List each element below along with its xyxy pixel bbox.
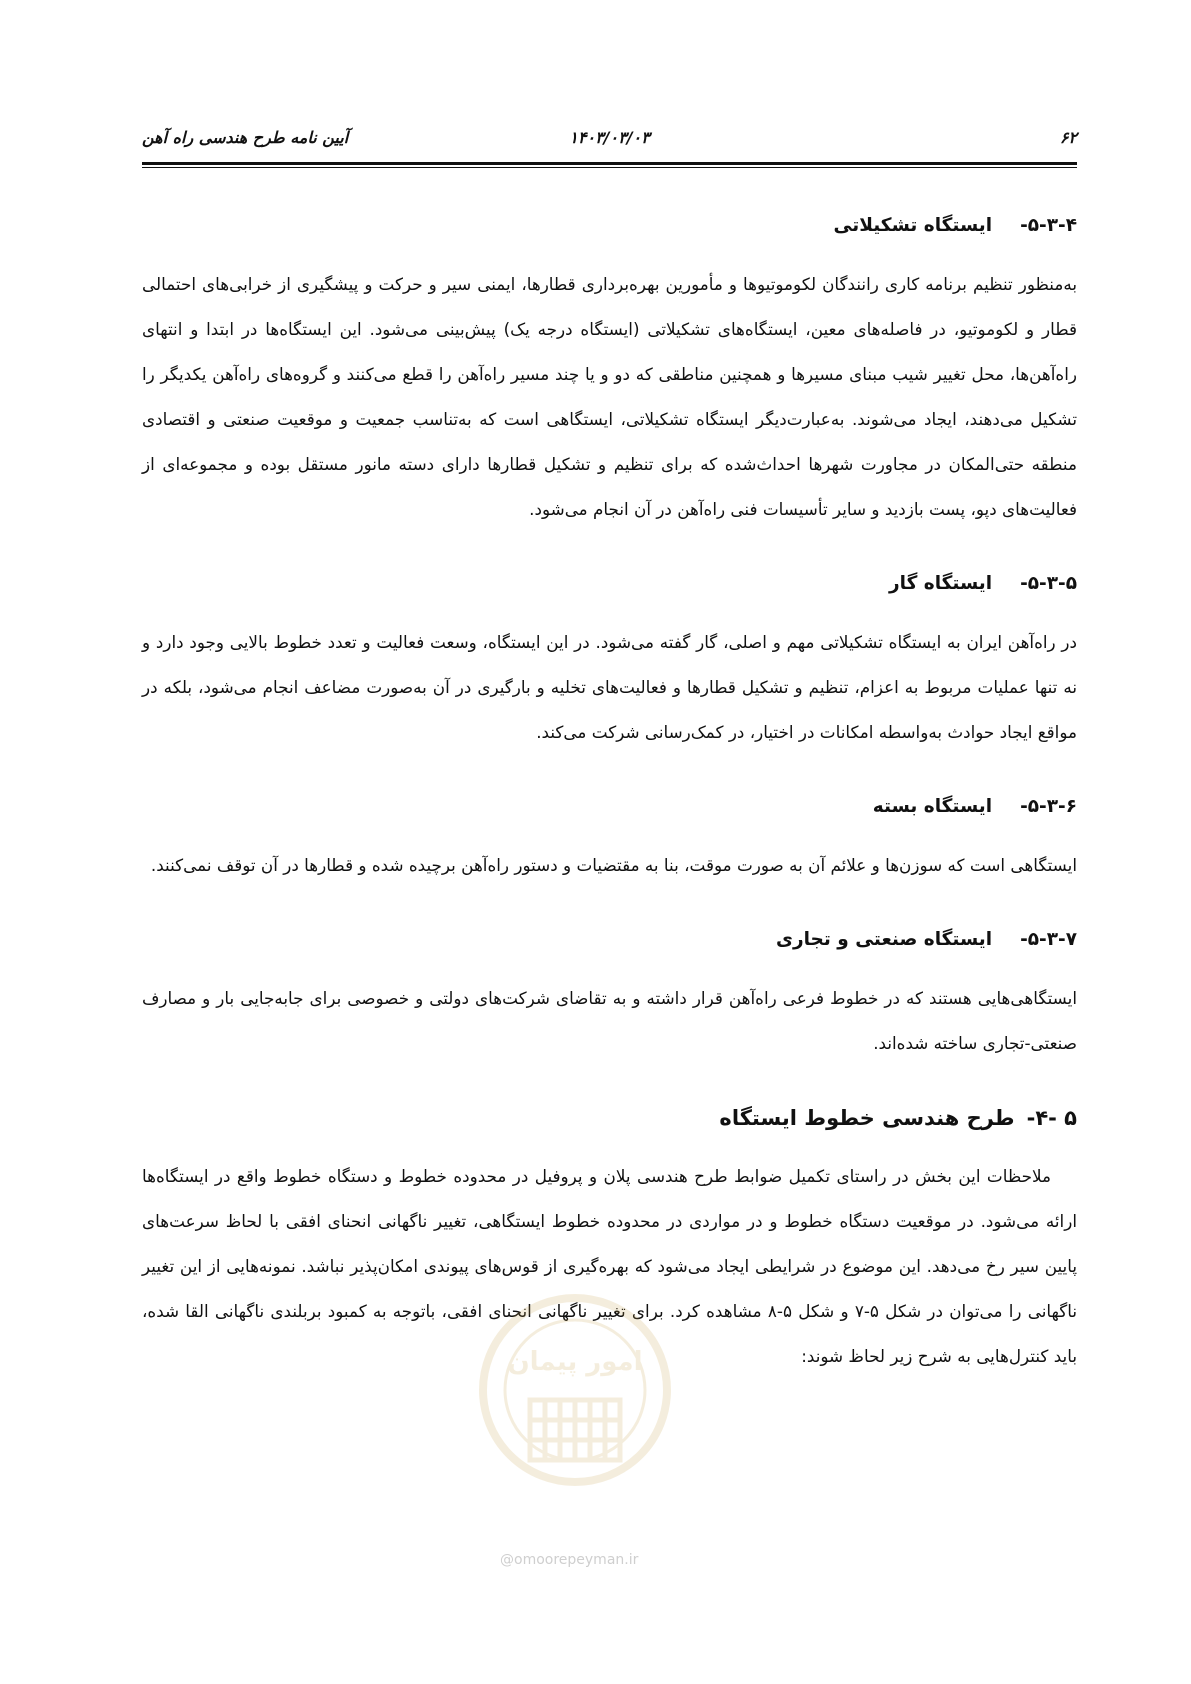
section-paragraph: در راه‌آهن ایران به ایستگاه تشکیلاتی مهم و اصلی، گار گفته می‌شود. در این ایستگاه، وسعت فعالیت و تعدد خطوط بالایی وجود دارد و نه تنها عملیات مربوط به اعزام، تنظیم و تشکیل قطارها و فعالیت‌های تخلیه و بارگیری در آن به‌صورت مضاعف انجام می‌شود، بلکه در مواقع ایجاد حوادث به‌واسطه امکانات در اختیار، در کمک‌رسانی شرکت می‌کند. <box>142 632 1077 742</box>
section-heading-5-3-6 <box>142 791 1077 823</box>
section-heading-5-3-7 <box>142 924 1077 956</box>
section-title: طرح هندسی خطوط ایستگاه <box>719 1106 1015 1130</box>
page-number: ۶۲ <box>1059 128 1077 147</box>
section-paragraph: ایستگاهی است که سوزن‌ها و علائم آن به صورت موقت، بنا به مقتضیات و دستور راه‌آهن برچیده شده و قطارها در آن توقف نمی‌کنند. <box>150 855 1077 875</box>
document-title: آیین نامه طرح هندسی راه آهن <box>142 128 349 147</box>
section-heading-5-4 <box>142 1102 1077 1134</box>
section-title: ایستگاه صنعتی و تجاری <box>775 929 993 950</box>
section-heading-5-3-4 <box>142 210 1077 242</box>
section-paragraph: به‌منظور تنظیم برنامه کاری رانندگان لکوموتیوها و مأمورین بهره‌برداری قطارها، ایمنی سیر و حرکت و پیشگیری از خرابی‌های احتمالی قطار و لکوموتیو، در فاصله‌های معین، ایستگاه‌های تشکیلاتی (ایستگاه درجه یک) پیش‌بینی می‌شود. این ایستگاه‌ها در ابتدا و انتهای راه‌آهن‌ها، محل تغییر شیب مبنای مسیرها و همچنین مناطقی که دو و یا چند مسیر راه‌آهن را قطع می‌کنند و گروه‌های راه‌آهن یکدیگر را تشکیل می‌دهند، ایجاد می‌شوند. به‌عبارت‌دیگر ایستگاه تشکیلاتی، ایستگاهی است که به‌تناسب جمعیت و موقعیت صنعتی و اقتصادی منطقه حتی‌المکان در مجاورت شهرها احداث‌شده که برای تنظیم و تشکیل قطارها دارای دسته مانور مستقل بوده و مجموعه‌ای از فعالیت‌های دپو، پست بازدید و سایر تأسیسات فنی راه‌آهن در آن انجام می‌شود. <box>142 274 1077 519</box>
header-date: ۱۴۰۳/۰۳/۰۳ <box>569 128 650 147</box>
watermark-logo-text: امور پیمان <box>507 1347 643 1377</box>
section-title: ایستگاه تشکیلاتی <box>833 215 993 236</box>
section-number: ۵-۳-۷- <box>1020 929 1077 950</box>
section-number: ۵-۳-۴- <box>1020 215 1077 236</box>
section-number: ۵ -۴- <box>1026 1106 1077 1130</box>
section-heading-5-3-5 <box>142 568 1077 600</box>
section-title: ایستگاه گار <box>888 573 993 594</box>
section-number: ۵-۳-۵- <box>1020 573 1077 594</box>
section-number: ۵-۳-۶- <box>1020 796 1077 817</box>
section-title: ایستگاه بسته <box>872 796 993 817</box>
section-paragraph: ملاحظات این بخش در راستای تکمیل ضوابط طرح هندسی پلان و پروفیل در محدوده خطوط و دستگاه خطوط واقع در ایستگاه‌ها ارائه می‌شود. در موقعیت دستگاه خطوط و در مواردی در محدوده خطوط ایستگاهی، تغییر ناگهانی انحنای افقی با لحاظ سرعت‌های پایین سیر رخ می‌دهد. این موضوع در شرایطی ایجاد می‌شود که بهره‌گیری از قوس‌های پیوندی امکان‌پذیر نباشد. نمونه‌هایی از این تغییر ناگهانی را می‌توان در شکل ۵-۷ و شکل ۵-۸ مشاهده کرد. برای تغییر ناگهانی انحنای افقی، باتوجه به کمبود بربلندی ناگهانی القا شده، باید کنترل‌هایی به شرح زیر لحاظ شوند: <box>142 1166 1077 1366</box>
page-header <box>142 128 1077 154</box>
header-divider <box>142 162 1077 168</box>
section-paragraph: ایستگاهی‌هایی هستند که در خطوط فرعی راه‌آهن قرار داشته و به تقاضای شرکت‌های دولتی و خصوصی برای جابه‌جایی بار و مصارف صنعتی-تجاری ساخته شده‌اند. <box>142 988 1077 1053</box>
page-content <box>142 210 1077 1415</box>
watermark-url: @omoorepeyman.ir <box>500 1552 639 1568</box>
